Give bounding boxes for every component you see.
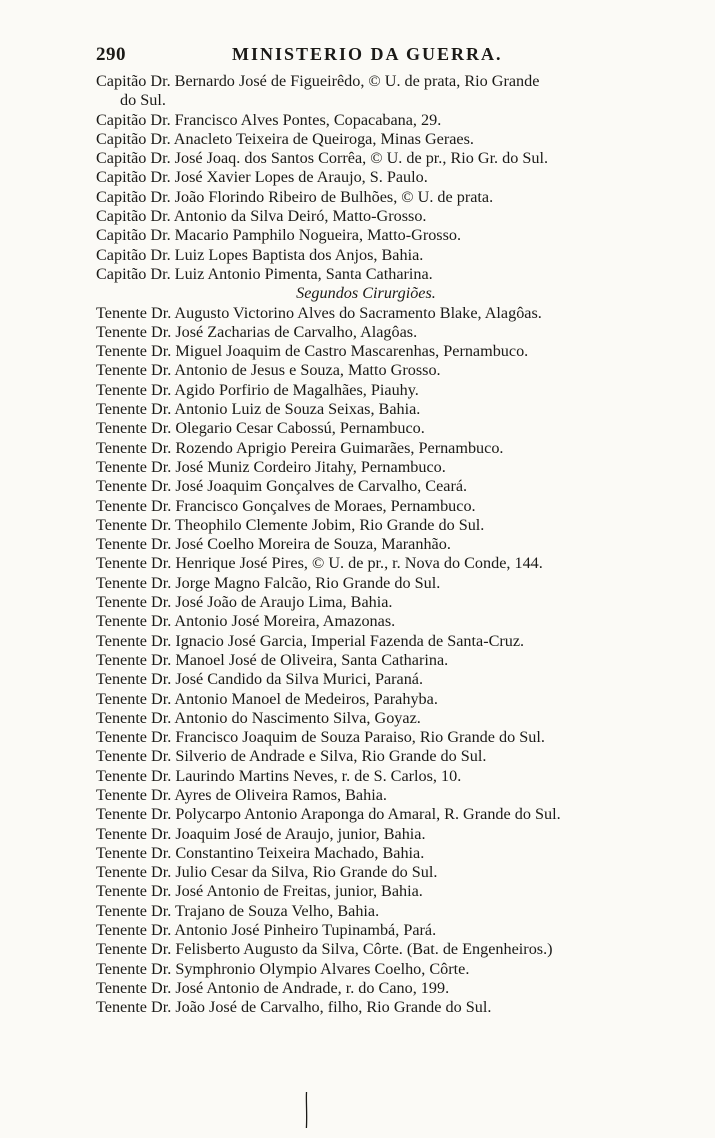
list-entry: Tenente Dr. João José de Carvalho, filho, Rio Grande do Sul. — [96, 998, 492, 1017]
list-entry: Tenente Dr. Miguel Joaquim de Castro Mascarenhas, Pernambuco. — [96, 342, 529, 361]
list-entry: Tenente Dr. Trajano de Souza Velho, Bahia. — [96, 901, 380, 920]
list-entry-continuation: do Sul. — [120, 91, 166, 110]
list-entry: Tenente Dr. Antonio do Nascimento Silva, Goyaz. — [96, 708, 421, 727]
list-entry: Tenente Dr. Agido Porfirio de Magalhães, Piauhy. — [96, 380, 419, 399]
list-entry: Tenente Dr. Francisco Gonçalves de Moraes, Pernambuco. — [96, 496, 476, 515]
list-entry: Tenente Dr. Silverio de Andrade e Silva, Rio Grande do Sul. — [96, 747, 487, 766]
list-entry: Capitão Dr. Bernardo José de Figueirêdo, © U. de prata, Rio Grande — [96, 72, 540, 90]
list-entry: Capitão Dr. Luiz Lopes Baptista dos Anjos, Bahia. — [96, 245, 424, 264]
page-header — [96, 44, 676, 68]
list-entry: Tenente Dr. Constantino Teixeira Machado, Bahia. — [96, 843, 425, 862]
list-entry: Capitão Dr. Macario Pamphilo Nogueira, Matto-Grosso. — [96, 226, 462, 245]
list-entry: Capitão Dr. Anacleto Teixeira de Queiroga, Minas Geraes. — [96, 129, 474, 148]
list-entry: Tenente Dr. Manoel José de Oliveira, Santa Catharina. — [96, 650, 449, 669]
running-title: MINISTERIO DA GUERRA. — [232, 44, 503, 64]
list-entry: Tenente Dr. Antonio Luiz de Souza Seixas, Bahia. — [96, 400, 421, 419]
list-entry: Tenente Dr. José Muniz Cordeiro Jitahy, Pernambuco. — [96, 457, 446, 476]
list-entry: Tenente Dr. Rozendo Aprigio Pereira Guimarães, Pernambuco. — [96, 438, 504, 457]
list-entry: Tenente Dr. Antonio José Moreira, Amazonas. — [96, 612, 396, 631]
list-entry: Tenente Dr. Augusto Victorino Alves do Sacramento Blake, Alagôas. — [96, 303, 542, 322]
list-entry: Tenente Dr. José Coelho Moreira de Souza, Maranhão. — [96, 535, 451, 554]
list-entry: Tenente Dr. Julio Cesar da Silva, Rio Grande do Sul. — [96, 863, 438, 882]
list-entry: Tenente Dr. Felisberto Augusto da Silva, Côrte. (Bat. de Engenheiros.) — [96, 940, 553, 959]
list-entry: Tenente Dr. Olegario Cesar Cabossú, Pernambuco. — [96, 419, 425, 438]
list-entry: Tenente Dr. Joaquim José de Araujo, junior, Bahia. — [96, 824, 426, 843]
list-entry: Tenente Dr. José Antonio de Freitas, junior, Bahia. — [96, 882, 423, 901]
list-entry: Capitão Dr. José Joaq. dos Santos Corrêa, © U. de pr., Rio Gr. do Sul. — [96, 149, 549, 168]
list-entry: Tenente Dr. José Zacharias de Carvalho, Alagôas. — [96, 322, 418, 341]
list-entry: Capitão Dr. Antonio da Silva Deiró, Matto-Grosso. — [96, 207, 427, 226]
list-entry: Capitão Dr. José Xavier Lopes de Araujo, S. Paulo. — [96, 168, 428, 187]
list-entry: Tenente Dr. Theophilo Clemente Jobim, Rio Grande do Sul. — [96, 515, 485, 534]
list-entry: Capitão Dr. Francisco Alves Pontes, Copacabana, 29. — [96, 110, 442, 129]
list-entry: Tenente Dr. Jorge Magno Falcão, Rio Grande do Sul. — [96, 573, 441, 592]
list-entry: Tenente Dr. José Joaquim Gonçalves de Carvalho, Ceará. — [96, 477, 468, 496]
list-entry: Tenente Dr. José Antonio de Andrade, r. do Cano, 199. — [96, 978, 450, 997]
list-entry: Tenente Dr. José João de Araujo Lima, Bahia. — [96, 593, 393, 612]
list-entry: Tenente Dr. Henrique José Pires, © U. de pr., r. Nova do Conde, 144. — [96, 554, 543, 573]
section-heading: Segundos Cirurgiões. — [296, 284, 436, 303]
list-entry: Tenente Dr. Antonio de Jesus e Souza, Matto Grosso. — [96, 361, 441, 380]
ink-stroke-mark — [305, 1092, 308, 1128]
list-entry: Tenente Dr. Symphronio Olympio Alvares Coelho, Côrte. — [96, 959, 470, 978]
list-entry: Tenente Dr. Polycarpo Antonio Araponga do Amaral, R. Grande do Sul. — [96, 805, 561, 824]
list-entry: Tenente Dr. Laurindo Martins Neves, r. de S. Carlos, 10. — [96, 766, 462, 785]
officer-list — [96, 72, 676, 1018]
list-entry: Capitão Dr. Luiz Antonio Pimenta, Santa Catharina. — [96, 264, 433, 283]
list-entry: Tenente Dr. Ayres de Oliveira Ramos, Bahia. — [96, 785, 387, 804]
list-entry: Tenente Dr. Antonio Manoel de Medeiros, Parahyba. — [96, 689, 438, 708]
list-entry: Capitão Dr. João Florindo Ribeiro de Bulhões, © U. de prata. — [96, 187, 494, 206]
list-entry: Tenente Dr. Francisco Joaquim de Souza Paraiso, Rio Grande do Sul. — [96, 728, 545, 747]
list-entry: Tenente Dr. Ignacio José Garcia, Imperial Fazenda de Santa-Cruz. — [96, 631, 525, 650]
page-number: 290 — [96, 44, 126, 65]
list-entry: Tenente Dr. Antonio José Pinheiro Tupinambá, Pará. — [96, 921, 437, 940]
list-entry: Tenente Dr. José Candido da Silva Murici, Paraná. — [96, 670, 424, 689]
